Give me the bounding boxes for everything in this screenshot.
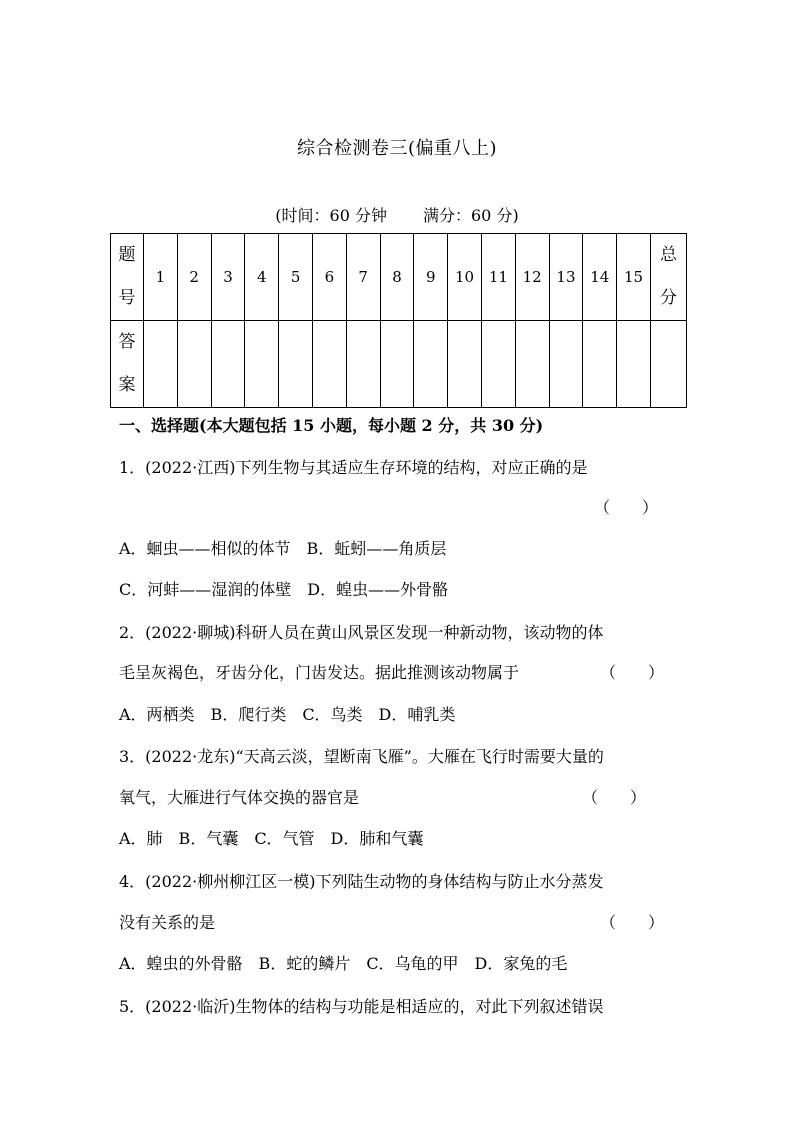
- answer-cell[interactable]: [380, 321, 414, 408]
- question-3-stem: 3．(2022·龙东)“天高云淡，望断南飞雁”。大雁在飞行时需要大量的: [119, 747, 604, 766]
- answer-cell[interactable]: [245, 321, 279, 408]
- answer-cell[interactable]: [448, 321, 482, 408]
- answer-cell[interactable]: [414, 321, 448, 408]
- exam-time: (时间：60 分钟: [275, 206, 387, 225]
- question-3-stem-continued: 氧气，大雁进行气体交换的器官是: [119, 788, 360, 807]
- question-number-cell: 6: [312, 234, 346, 321]
- answer-cell[interactable]: [177, 321, 211, 408]
- answer-cell[interactable]: [481, 321, 515, 408]
- question-2-stem: 2．(2022·聊城)科研人员在黄山风景区发现一种新动物，该动物的体: [119, 623, 604, 642]
- answer-cell[interactable]: [346, 321, 380, 408]
- question-4-stem-continued: 没有关系的是: [119, 913, 216, 932]
- exam-info: [0, 203, 794, 226]
- question-3-answer-paren[interactable]: （ ）: [582, 788, 647, 807]
- question-2-stem-continued: 毛呈灰褐色，牙齿分化，门齿发达。据此推测该动物属于: [119, 663, 520, 682]
- question-1-options-cd: C．河蚌——湿润的体壁 D．蝗虫——外骨骼: [119, 580, 449, 599]
- question-number-cell: 14: [583, 234, 617, 321]
- question-1-options-ab: A．蛔虫——相似的体节 B．蚯蚓——角质层: [119, 539, 447, 558]
- question-number-cell: 1: [144, 234, 178, 321]
- question-number-cell: 9: [414, 234, 448, 321]
- question-number-cell: 3: [211, 234, 245, 321]
- question-number-cell: 8: [380, 234, 414, 321]
- question-4-options: A．蝗虫的外骨骼 B．蛇的鳞片 C．乌龟的甲 D．家兔的毛: [119, 954, 568, 973]
- question-number-cell: 10: [448, 234, 482, 321]
- question-5-stem: 5．(2022·临沂)生物体的结构与功能是相适应的，对此下列叙述错误: [119, 997, 604, 1016]
- total-score-cell[interactable]: [650, 321, 686, 408]
- question-1-answer-paren[interactable]: （ ）: [594, 498, 659, 517]
- answer-table: [110, 233, 687, 408]
- section-heading: 一、选择题(本大题包括 15 小题，每小题 2 分，共 30 分): [119, 416, 544, 435]
- question-number-cell: 2: [177, 234, 211, 321]
- table-row-question-numbers: [111, 234, 687, 321]
- question-3-options: A．肺 B．气囊 C．气管 D．肺和气囊: [119, 829, 424, 848]
- answer-cell[interactable]: [312, 321, 346, 408]
- question-number-cell: 5: [279, 234, 313, 321]
- exam-full-score: 满分：60 分): [423, 206, 519, 225]
- question-number-cell: 4: [245, 234, 279, 321]
- answer-cell[interactable]: [617, 321, 651, 408]
- answer-cell[interactable]: [549, 321, 583, 408]
- question-number-header: 题 号: [111, 234, 144, 321]
- answer-cell[interactable]: [279, 321, 313, 408]
- question-4-answer-paren[interactable]: （ ）: [600, 913, 665, 932]
- answer-cell[interactable]: [144, 321, 178, 408]
- question-2-options: A．两栖类 B．爬行类 C．鸟类 D．哺乳类: [119, 705, 456, 724]
- question-2-answer-paren[interactable]: （ ）: [600, 663, 665, 682]
- answer-cell[interactable]: [515, 321, 549, 408]
- question-number-cell: 13: [549, 234, 583, 321]
- question-number-cell: 12: [515, 234, 549, 321]
- total-score-header: 总 分: [650, 234, 686, 321]
- question-4-stem: 4．(2022·柳州柳江区一模)下列陆生动物的身体结构与防止水分蒸发: [119, 872, 604, 891]
- answer-cell[interactable]: [211, 321, 245, 408]
- answer-header: 答 案: [111, 321, 144, 408]
- question-number-cell: 15: [617, 234, 651, 321]
- question-number-cell: 11: [481, 234, 515, 321]
- question-1-stem: 1．(2022·江西)下列生物与其适应生存环境的结构，对应正确的是: [119, 458, 588, 477]
- table-row-answers: [111, 321, 687, 408]
- question-number-cell: 7: [346, 234, 380, 321]
- page-title: 综合检测卷三(偏重八上): [296, 138, 498, 159]
- answer-cell[interactable]: [583, 321, 617, 408]
